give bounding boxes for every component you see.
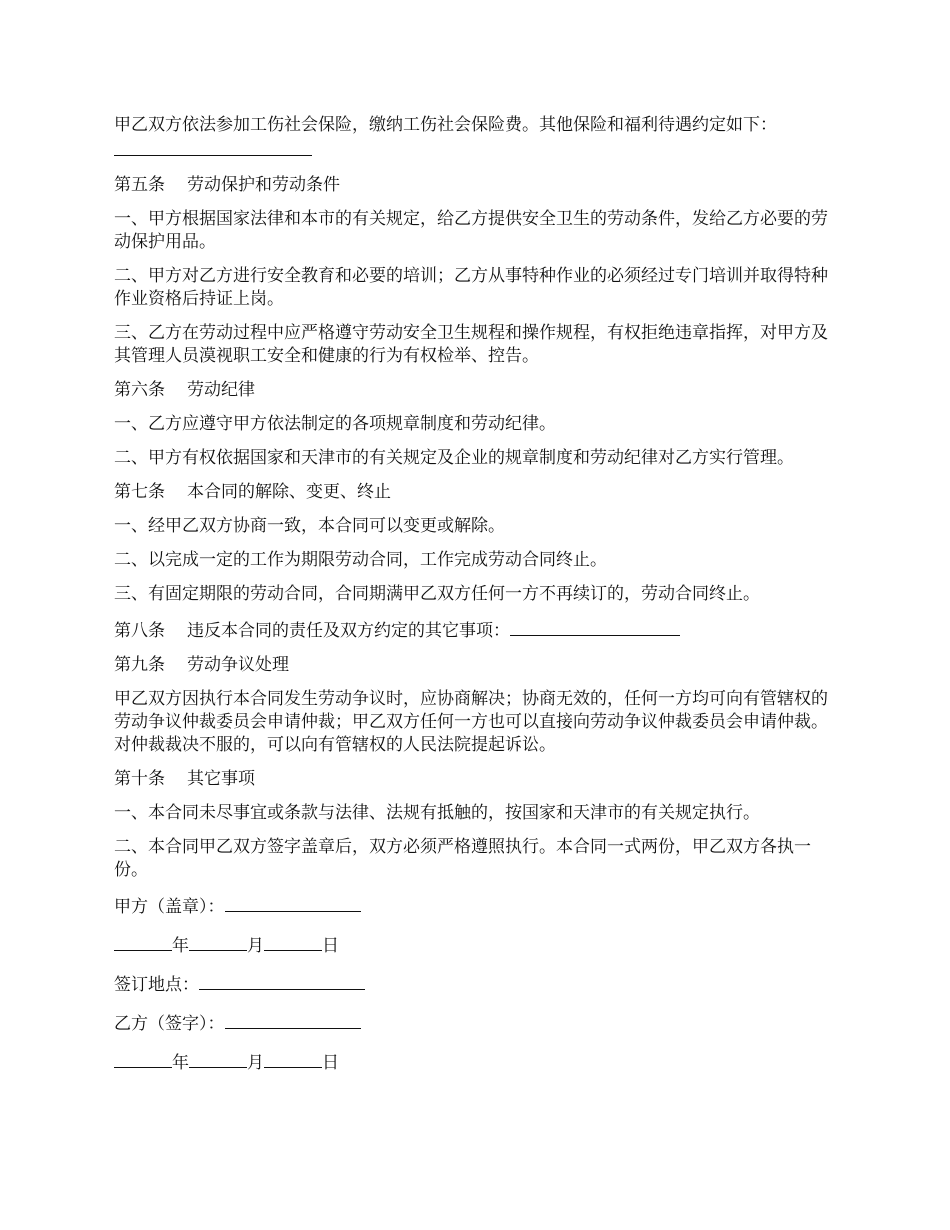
party-b-line: 乙方（签字）： [114, 1010, 838, 1036]
article-9-heading: 第九条 劳动争议处理 [114, 655, 289, 675]
article-6-item-2: 二、甲方有权依据国家和天津市的有关规定及企业的规章制度和劳动纪律对乙方实行管理。 [114, 448, 794, 468]
article-5-item-1: 一、甲方根据国家法律和本市的有关规定，给乙方提供安全卫生的劳动条件，发给乙方必要的劳动保护用品。 [114, 209, 828, 252]
blank-line [225, 1010, 361, 1029]
blank-line [264, 932, 322, 951]
blank-line [264, 1049, 322, 1068]
blank-line [114, 932, 172, 951]
blank-line [114, 137, 312, 156]
article-10-item-2: 二、本合同甲乙双方签字盖章后，双方必须严格遵照执行。本合同一式两份，甲乙双方各执一份。 [114, 837, 811, 880]
article-10-heading: 第十条 其它事项 [114, 769, 255, 789]
party-b-date: 年 月 日 [114, 1049, 838, 1075]
signing-place-line: 签订地点： [114, 971, 838, 997]
blank-line [189, 1049, 247, 1068]
article-5-item-3: 三、乙方在劳动过程中应严格遵守劳动安全卫生规程和操作规程，有权拒绝违章指挥，对甲方及其管理人员漠视职工安全和健康的行为有权检举、控告。 [114, 323, 828, 366]
article-7-item-3: 三、有固定期限的劳动合同，合同期满甲乙双方任何一方不再续订的，劳动合同终止。 [114, 584, 760, 604]
party-a-line: 甲方（盖章）： [114, 893, 838, 919]
article-9-text: 甲乙双方因执行本合同发生劳动争议时，应协商解决；协商无效的，任何一方均可向有管辖权的劳动争议仲裁委员会申请仲裁；甲乙双方任何一方也可以直接向劳动争议仲裁委员会申请仲裁。对仲裁裁决不服的，可以向有管辖权的人民法院提起诉讼。 [114, 689, 828, 755]
blank-line [199, 971, 365, 990]
article-7-item-2: 二、以完成一定的工作为期限劳动合同，工作完成劳动合同终止。 [114, 550, 607, 570]
article-8-heading: 第八条 违反本合同的责任及双方约定的其它事项： [114, 617, 838, 643]
blank-line [189, 932, 247, 951]
article-6-heading: 第六条 劳动纪律 [114, 380, 255, 400]
article-10-item-1: 一、本合同未尽事宜或条款与法律、法规有抵触的，按国家和天津市的有关规定执行。 [114, 803, 760, 823]
article-6-item-1: 一、乙方应遵守甲方依法制定的各项规章制度和劳动纪律。 [114, 414, 556, 434]
article-7-heading: 第七条 本合同的解除、变更、终止 [114, 482, 391, 502]
blank-line [114, 1049, 172, 1068]
insurance-paragraph: 甲乙双方依法参加工伤社会保险，缴纳工伤社会保险费。其他保险和福利待遇约定如下： [114, 114, 838, 163]
signature-block [114, 893, 838, 1075]
article-5-item-2: 二、甲方对乙方进行安全教育和必要的培训；乙方从事特种作业的必须经过专门培训并取得特种作业资格后持证上岗。 [114, 266, 828, 309]
contract-body [114, 114, 838, 1088]
article-7-item-1: 一、经甲乙双方协商一致，本合同可以变更或解除。 [114, 516, 505, 536]
article-5-heading: 第五条 劳动保护和劳动条件 [114, 175, 340, 195]
blank-line [510, 617, 680, 636]
blank-line [225, 893, 361, 912]
party-a-date: 年 月 日 [114, 932, 838, 958]
